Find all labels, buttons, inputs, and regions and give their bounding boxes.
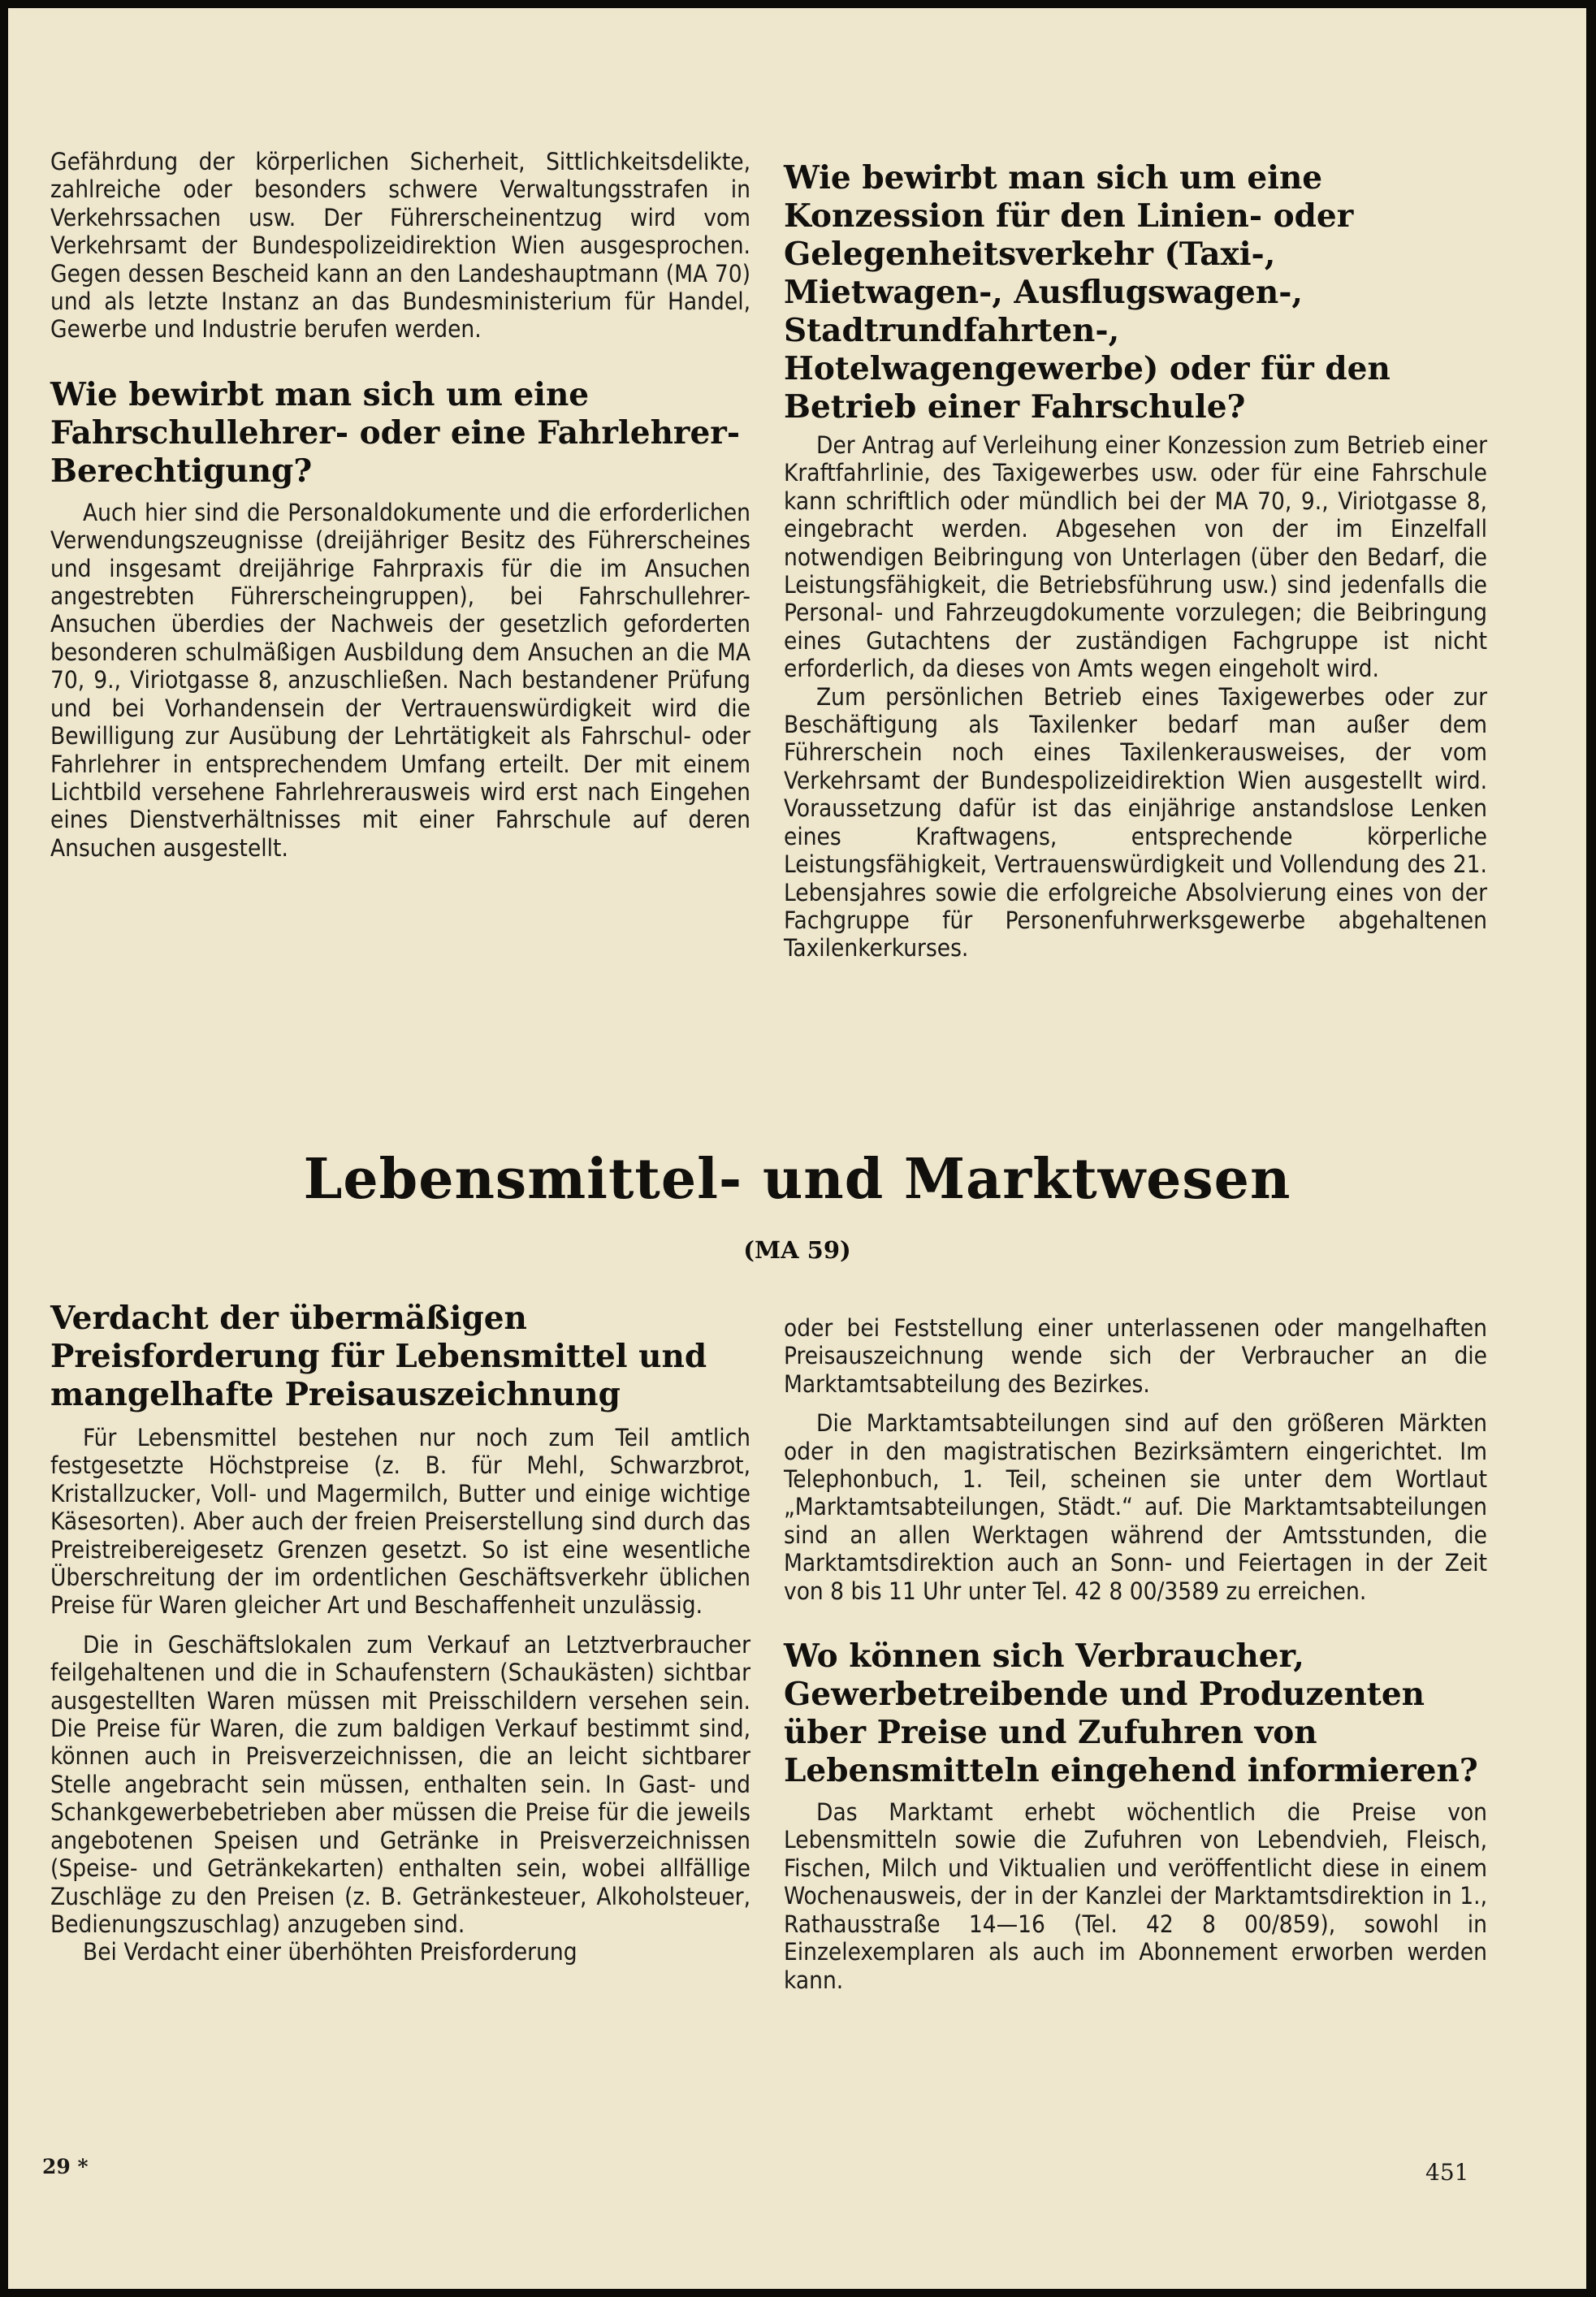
top-left-column	[50, 148, 750, 862]
informieren-heading: Wo können sich Verbraucher, Gewerbetreibende und Produzenten über Preise und Zufuhren von Lebensmitteln eingehend informieren?	[784, 1637, 1478, 1790]
fahrschul-heading: Wie bewirbt man sich um eine Fahrschullehrer- oder eine Fahrlehrer-Berechtigung?	[50, 375, 741, 490]
verdacht-paragraph-1: Für Lebensmittel bestehen nur noch zum Teil amtlich festgesetzte Höchstpreise (z. B. für Mehl, Schwarzbrot, Kristallzucker, Voll- und Magermilch, Butter und einige wichtige Käsesorten). Aber auch der freien Preiserstellung sind durch das Preistreibereigesetz Grenzen gesetzt. So ist eine wesentliche Überschreitung der im ordentlichen Geschäftsverkehr üblichen Preise für Waren gleicher Art und Beschaffenheit unzulässig.	[50, 1424, 750, 1620]
verdacht-paragraph-2: Die in Geschäftslokalen zum Verkauf an Letztverbraucher feilgehaltenen und die in Schaufenstern (Schaukästen) sichtbar ausgestellten Waren müssen mit Preisschildern versehen sein. Die Preise für Waren, die zum baldigen Verkauf bestimmt sind, können auch in Preisverzeichnissen, die an leicht sichtbarer Stelle angebracht sein müssen, enthalten sein. In Gast- und Schankgewerbebetrieben aber müssen die Preise für die jeweils angebotenen Speisen und Getränke in Preisverzeichnissen (Speise- und Getränkekarten) enthalten sein, wobei allfällige Zuschläge zu den Preisen (z. B. Getränkesteuer, Alkoholsteuer, Bedienungszuschlag) anzugeben sind.	[50, 1630, 750, 1938]
fahrschul-paragraph: Auch hier sind die Personaldokumente und die erforderlichen Verwendungszeugnisse (dreijähriger Besitz des Führerscheines und insgesamt dreijährige Fahrpraxis für die im Ansuchen angestrebten Führerscheingruppen), bei Fahrschullehrer-Ansuchen überdies der Nachweis der gesetzlich geforderten besonderen schulmäßigen Ausbildung dem Ansuchen an die MA 70, 9., Viriotgasse 8, anzuschließen. Nach bestandener Prüfung und bei Vorhandensein der Vertrauenswürdigkeit wird die Bewilligung zur Ausübung der Lehrtätigkeit als Fahrschul- oder Fahrlehrer in entsprechendem Umfang erteilt. Der mit einem Lichtbild versehene Fahrlehrerausweis wird erst nach Eingehen eines Dienstverhältnisses mit einer Fahrschule auf deren Ansuchen ausgestellt.	[50, 498, 750, 862]
section-title: Lebensmittel- und Marktwesen	[303, 1147, 1291, 1212]
section-subtitle: (MA 59)	[743, 1236, 851, 1264]
right-paragraph-1: oder bei Feststellung einer unterlassenen oder mangelhaften Preisauszeichnung wende sich der Verbraucher an die Marktamtsabteilung des Bezirkes.	[784, 1314, 1487, 1398]
bottom-right-column	[784, 1314, 1487, 1994]
bottom-left-column	[50, 1300, 750, 1966]
page	[8, 8, 1586, 2289]
verdacht-heading: Verdacht der übermäßigen Preisforderung für Lebensmittel und mangelhafte Preisauszeichnung	[50, 1300, 707, 1413]
top-right-column	[784, 159, 1487, 962]
konzession-heading: Wie bewirbt man sich um eine Konzession für den Linien- oder Gelegenheitsverkehr (Taxi-, Mietwagen-, Ausflugswagen-, Stadtrundfahrten-, Hotelwagengewerbe) oder für den Betrieb einer Fahrschule?	[784, 159, 1391, 426]
verdacht-paragraph-3: Bei Verdacht einer überhöhten Preisforderung	[83, 1938, 577, 1966]
right-paragraph-2: Die Marktamtsabteilungen sind auf den größeren Märkten oder in den magistratischen Bezirksämtern eingerichtet. Im Telephonbuch, 1. Teil, scheinen sie unter dem Wortlaut „Marktamtsabteilungen, Städt.“ auf. Die Marktamtsabteilungen sind an allen Werktagen während der Amtsstunden, die Marktamtsdirektion auch an Sonn- und Feiertagen in der Zeit von 8 bis 11 Uhr unter Tel. 42 8 00/3589 zu erreichen.	[784, 1409, 1487, 1605]
page-number: 451	[1425, 2159, 1469, 2186]
konzession-paragraph-1: Der Antrag auf Verleihung einer Konzession zum Betrieb einer Kraftfahrlinie, des Taxigewerbes usw. oder für eine Fahrschule kann schriftlich oder mündlich bei der MA 70, 9., Viriotgasse 8, eingebracht werden. Abgesehen von der im Einzelfall notwendigen Beibringung von Unterlagen (über den Bedarf, die Leistungsfähigkeit, die Betriebsführung usw.) sind jedenfalls die Personal- und Fahrzeugdokumente vorzulegen; die Beibringung eines Gutachtens der zuständigen Fachgruppe ist nicht erforderlich, da dieses von Amts wegen eingeholt wird.	[784, 431, 1487, 683]
signature-mark: 29 *	[42, 2155, 89, 2178]
konzession-paragraph-2: Zum persönlichen Betrieb eines Taxigewerbes oder zur Beschäftigung als Taxilenker bedarf man außer dem Führerschein noch eines Taxilenkerausweises, der vom Verkehrsamt der Bundespolizeidirektion Wien ausgestellt wird. Voraussetzung dafür ist das einjährige anstandslose Lenken eines Kraftwagens, entsprechende körperliche Leistungsfähigkeit, Vertrauenswürdigkeit und Vollendung des 21. Lebensjahres sowie die erfolgreiche Absolvierung eines von der Fachgruppe für Personenfuhrwerksgewerbe abgehaltenen Taxilenkerkurses.	[784, 682, 1487, 962]
informieren-paragraph: Das Marktamt erhebt wöchentlich die Preise von Lebensmitteln sowie die Zufuhren von Lebendvieh, Fleisch, Fischen, Milch und Viktualien und veröffentlicht diese in einem Wochenausweis, der in der Kanzlei der Marktamtsdirektion in 1., Rathausstraße 14—16 (Tel. 42 8 00/859), sowohl in Einzelexemplaren als auch im Abonnement erworben werden kann.	[784, 1798, 1487, 1994]
left-paragraph: Gefährdung der körperlichen Sicherheit, Sittlichkeitsdelikte, zahlreiche oder besonders schwere Verwaltungsstrafen in Verkehrssachen usw. Der Führerscheinentzug wird vom Verkehrsamt der Bundespolizeidirektion Wien ausgesprochen. Gegen dessen Bescheid kann an den Landeshauptmann (MA 70) und als letzte Instanz an das Bundesministerium für Handel, Gewerbe und Industrie berufen werden.	[50, 148, 750, 344]
